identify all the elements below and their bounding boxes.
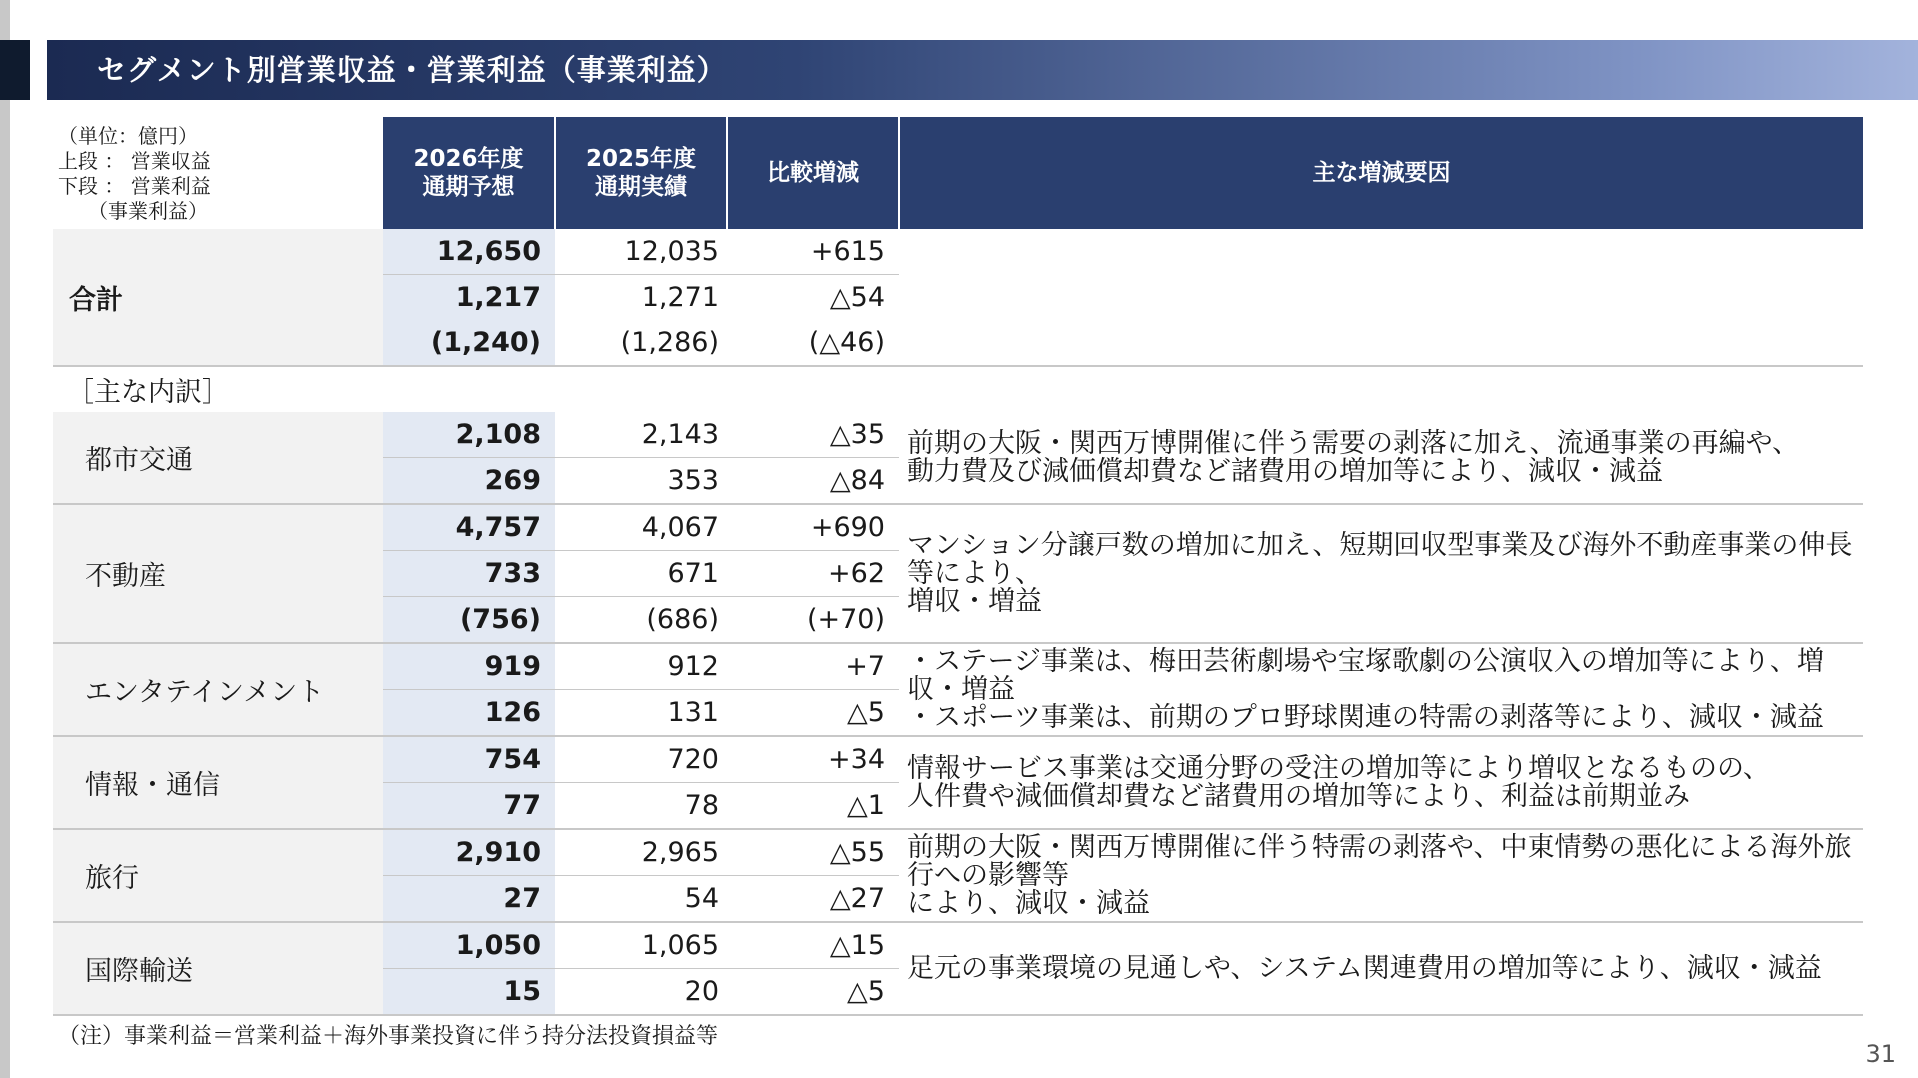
reason-cell [899, 829, 1863, 922]
left-edge-bar [0, 0, 10, 1078]
table-row [53, 229, 1863, 275]
reason-line: 動力費及び減価償却費など諸費用の増加等により、減収・減益 [907, 455, 1663, 487]
value-diff: +690 [727, 504, 899, 551]
value-diff: +7 [727, 643, 899, 690]
value-fy2026: 733 [383, 551, 555, 597]
value-fy2026: 754 [383, 736, 555, 783]
unit-note-line: （事業利益） [58, 199, 208, 223]
table-row [53, 412, 1863, 458]
value-fy2025: 20 [555, 969, 727, 1016]
header-fy2025 [555, 117, 727, 229]
value-fy2026: 15 [383, 969, 555, 1016]
value-fy2026: (1,240) [383, 320, 555, 366]
table-row [53, 643, 1863, 690]
table-row [53, 504, 1863, 551]
value-fy2025: (686) [555, 597, 727, 644]
page-number: 31 [1865, 1040, 1896, 1068]
value-diff: (△46) [727, 320, 899, 366]
segment-table [53, 117, 1863, 1016]
value-diff: △1 [727, 783, 899, 830]
value-diff: △35 [727, 412, 899, 458]
reason-cell [899, 922, 1863, 1015]
value-fy2025: 78 [555, 783, 727, 830]
segment-name: 不動産 [53, 504, 383, 643]
value-diff: △84 [727, 458, 899, 505]
value-fy2025: 1,065 [555, 922, 727, 969]
reason-line: 前期の大阪・関西万博開催に伴う特需の剥落や、中東情勢の悪化による海外旅行への影響等 [907, 831, 1852, 891]
value-fy2025: 720 [555, 736, 727, 783]
value-fy2025: (1,286) [555, 320, 727, 366]
breakdown-row [53, 366, 1863, 412]
reason-line: ・スポーツ事業は、前期のプロ野球関連の特需の剥落等により、減収・減益 [907, 701, 1824, 733]
segment-name: 情報・通信 [53, 736, 383, 829]
unit-note-line: （単位：億円） [58, 124, 198, 148]
value-diff: △15 [727, 922, 899, 969]
reason-line: 人件費や減価償却費など諸費用の増加等により、利益は前期並み [907, 780, 1690, 812]
value-fy2026: 1,050 [383, 922, 555, 969]
value-fy2026: 269 [383, 458, 555, 505]
title-accent-block [0, 40, 30, 100]
value-fy2026: (756) [383, 597, 555, 644]
header-fy2026-line1: 2026年度 [413, 146, 524, 172]
value-fy2025: 4,067 [555, 504, 727, 551]
table-row [53, 922, 1863, 969]
reason-cell [899, 643, 1863, 736]
value-fy2026: 2,910 [383, 829, 555, 876]
value-diff: △5 [727, 690, 899, 737]
value-fy2026: 919 [383, 643, 555, 690]
segment-name: エンタテインメント [53, 643, 383, 736]
value-diff: +34 [727, 736, 899, 783]
value-fy2025: 912 [555, 643, 727, 690]
unit-note [58, 124, 211, 224]
table-header-row [53, 117, 1863, 229]
value-diff: △54 [829, 282, 885, 313]
header-fy2026 [383, 117, 555, 229]
value-fy2025: 671 [555, 551, 727, 597]
reason-line: マンション分譲戸数の増加に加え、短期回収型事業及び海外不動産事業の伸長等により、 [907, 529, 1853, 589]
reason-cell [899, 736, 1863, 829]
value-diff: (+70) [727, 597, 899, 644]
value-diff: +62 [727, 551, 899, 597]
unit-note-line: 上段 ： 営業収益 [58, 149, 211, 173]
table-row [53, 829, 1863, 876]
value-fy2025: 353 [555, 458, 727, 505]
segment-name: 旅行 [53, 829, 383, 922]
header-reason: 主な増減要因 [899, 117, 1863, 229]
reason-line: により、減収・減益 [907, 887, 1150, 919]
value-fy2026: 1,217 [383, 275, 555, 321]
value-diff: +615 [727, 229, 899, 275]
value-fy2025: 1,271 [641, 282, 719, 313]
value-fy2026: 27 [383, 876, 555, 923]
value-fy2025: 2,143 [555, 412, 727, 458]
value-fy2025: 2,965 [555, 829, 727, 876]
header-fy2025-line1: 2025年度 [585, 146, 696, 172]
header-fy2026-line2: 通期予想 [422, 174, 515, 200]
header-fy2025-line2: 通期実績 [595, 174, 687, 200]
value-fy2026: 4,757 [383, 504, 555, 551]
page-title: セグメント別営業収益・営業利益（事業利益） [97, 53, 727, 87]
value-fy2026: 126 [383, 690, 555, 737]
value-fy2025: 12,035 [555, 229, 727, 275]
title-bar [47, 40, 1918, 100]
unit-note-line: 下段 ： 営業利益 [58, 174, 211, 198]
reason-cell [899, 504, 1863, 643]
value-diff: △27 [727, 876, 899, 923]
value-fy2026: 77 [383, 783, 555, 830]
reason-line: 増収・増益 [907, 585, 1042, 617]
reason-cell-total [899, 229, 1863, 366]
reason-line: 情報サービス事業は交通分野の受注の増加等により増収となるものの、 [907, 752, 1770, 784]
value-fy2025: 54 [555, 876, 727, 923]
value-diff: △55 [727, 829, 899, 876]
reason-line: ・ステージ事業は、梅田芸術劇場や宝塚歌劇の公演収入の増加等により、増収・増益 [907, 645, 1824, 705]
breakdown-label: ［主な内訳］ [53, 366, 1863, 412]
value-diff: △5 [727, 969, 899, 1016]
footnote: （注）事業利益＝営業利益＋海外事業投資に伴う持分法投資損益等 [58, 1024, 719, 1049]
segment-name-total: 合計 [53, 229, 383, 366]
reason-line: 前期の大阪・関西万博開催に伴う需要の剥落に加え、流通事業の再編や、 [907, 427, 1800, 459]
value-fy2026: 2,108 [383, 412, 555, 458]
segment-name: 都市交通 [53, 412, 383, 504]
value-fy2025: 131 [555, 690, 727, 737]
header-diff: 比較増減 [727, 117, 899, 229]
value-fy2026: 12,650 [383, 229, 555, 275]
reason-line: 足元の事業環境の見通しや、システム関連費用の増加等により、減収・減益 [907, 952, 1822, 984]
table-row [53, 736, 1863, 783]
segment-name: 国際輸送 [53, 922, 383, 1015]
reason-cell [899, 412, 1863, 504]
